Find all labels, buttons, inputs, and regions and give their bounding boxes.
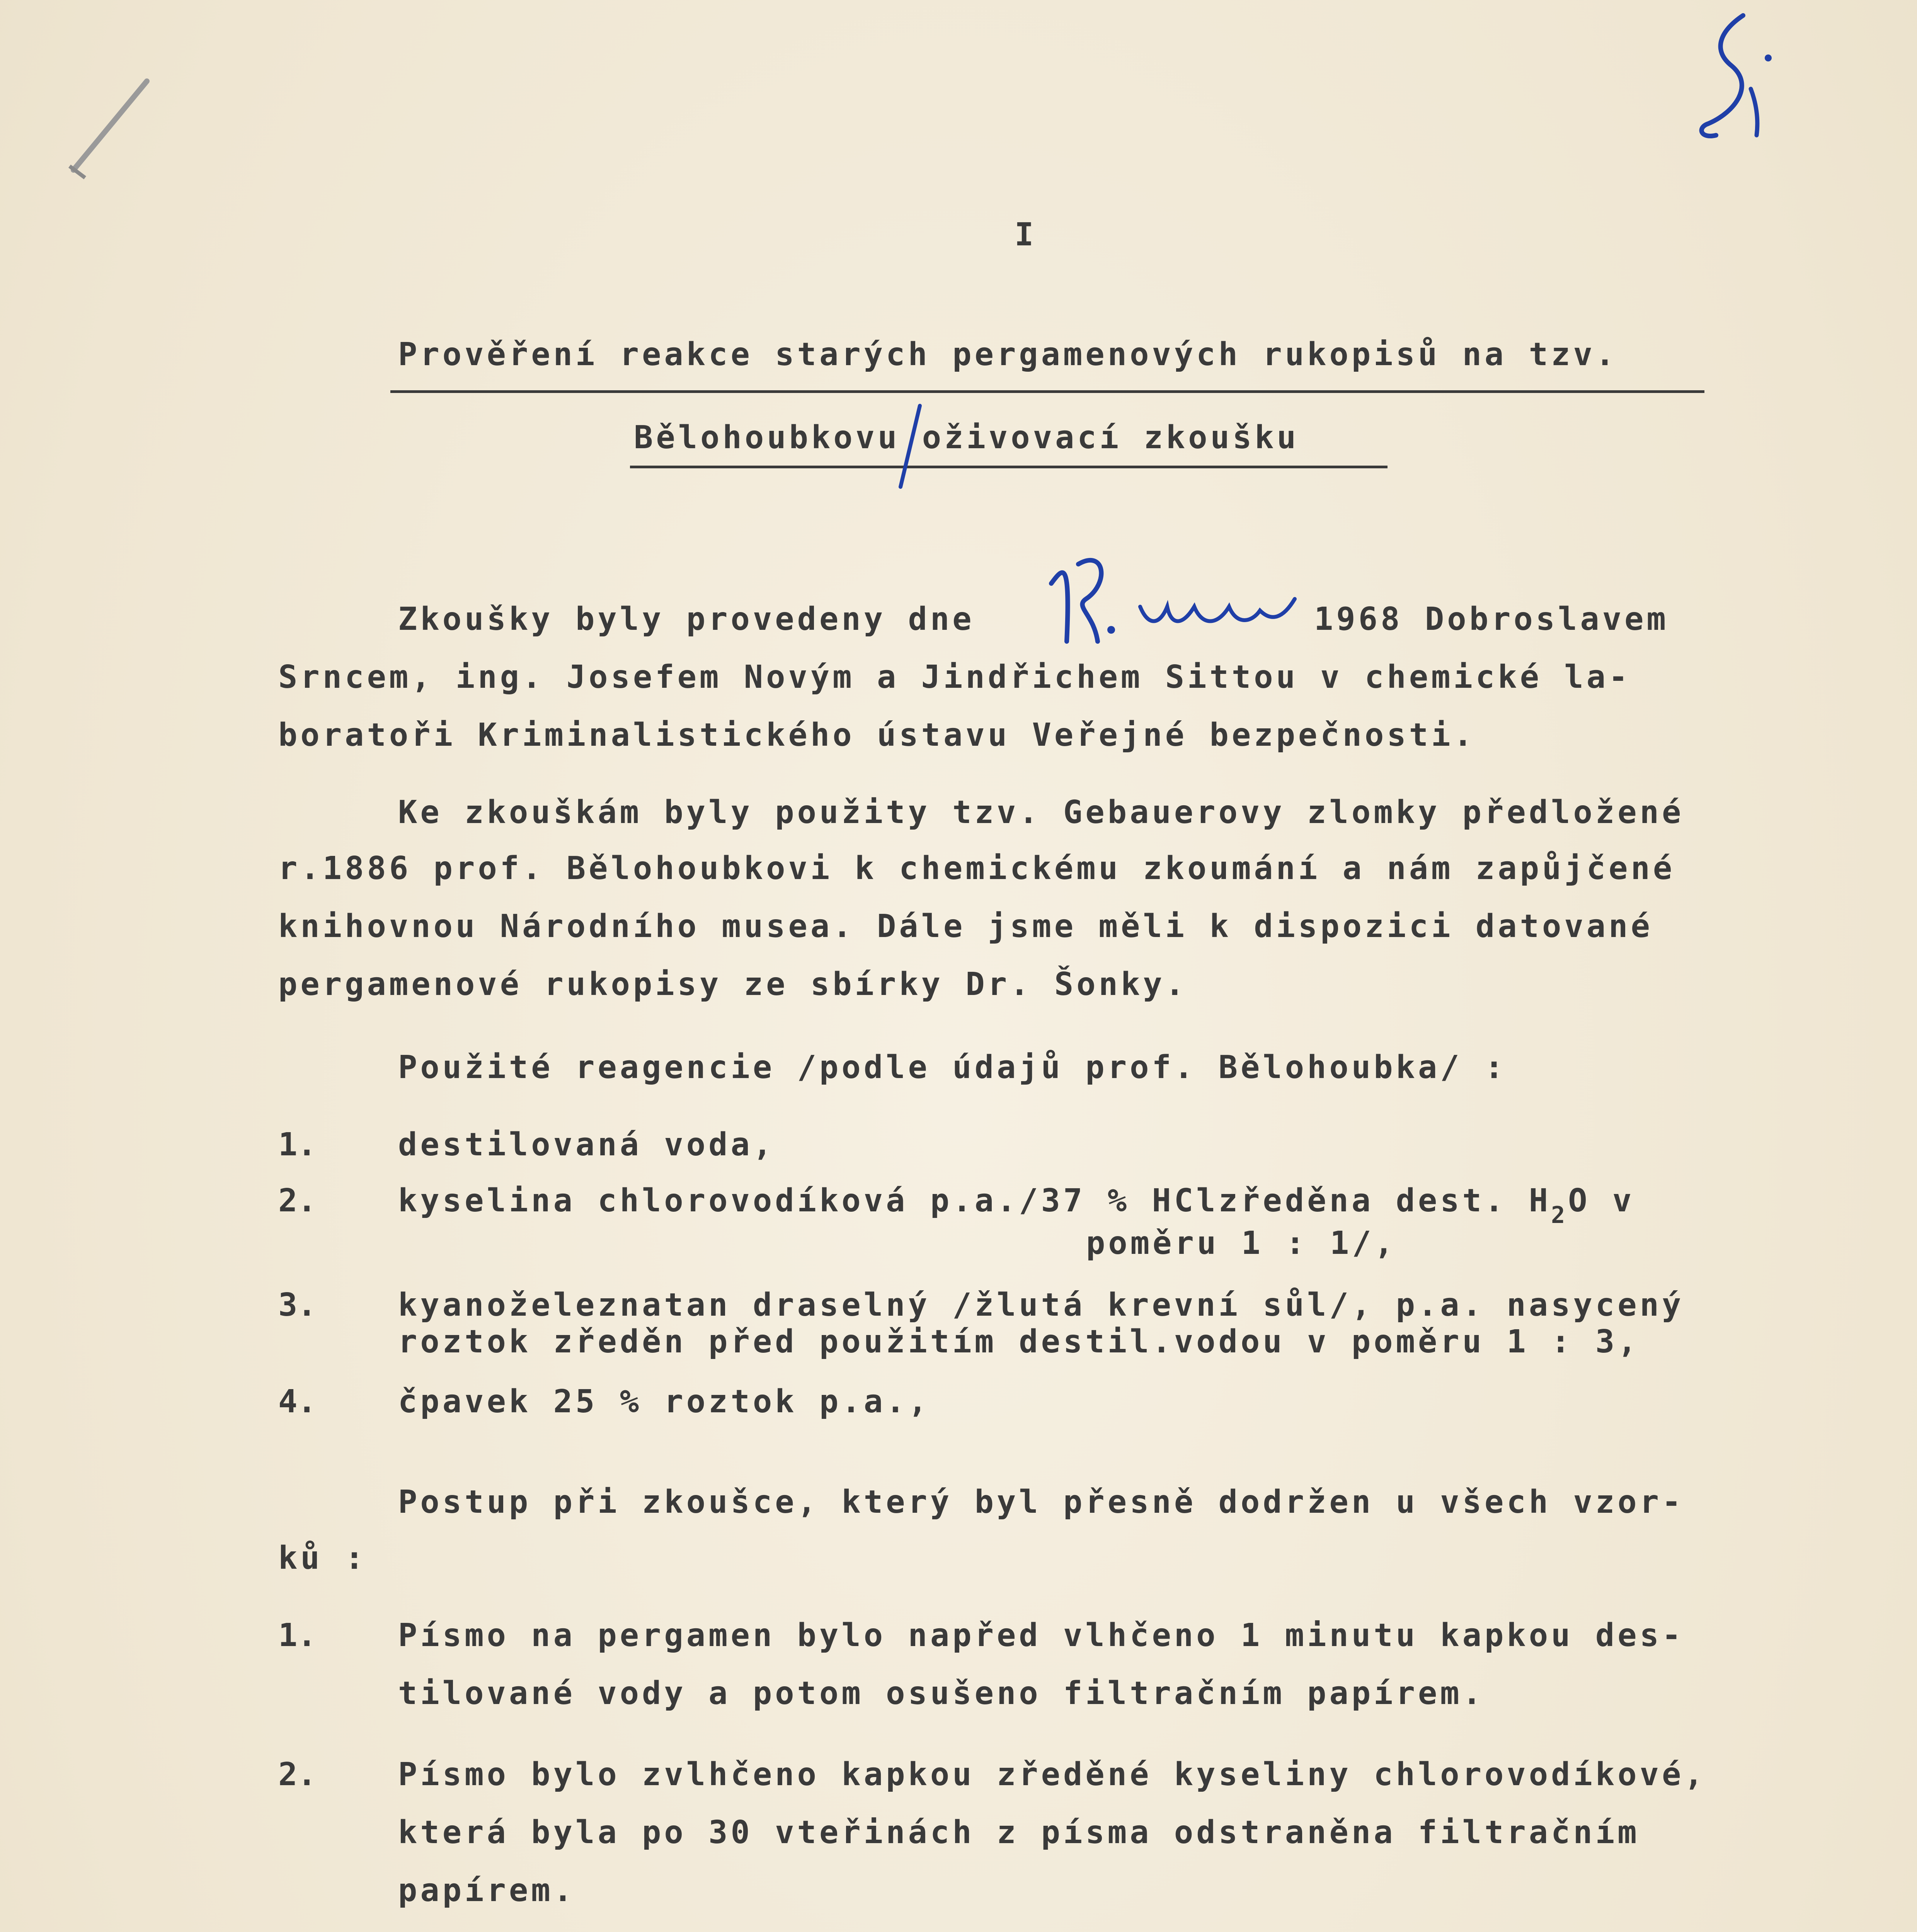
para2-line1: Ke zkouškám byly použity tzv. Gebauerovy zlomky předložené [398, 794, 1684, 831]
procedure-intro-line2: ků : [278, 1540, 367, 1577]
para1-line3: boratoři Kriminalistického ústavu Veřejné bezpečnosti. [278, 717, 1476, 753]
step-2-line2: která byla po 30 vteřinách z písma odstraněna filtračním [398, 1814, 1640, 1851]
title-underline-1 [390, 390, 1704, 393]
reagent-1-number: 1. [278, 1126, 317, 1163]
handwritten-date [1028, 533, 1306, 657]
step-2-line1: Písmo bylo zvlhčeno kapkou zředěné kyseliny chlorovodíkové, [398, 1756, 1706, 1793]
title-correction-stroke [885, 402, 931, 495]
reagent-3-number: 3. [278, 1287, 317, 1323]
procedure-intro-line1: Postup při zkoušce, který byl přesně dodržen u všech vzor- [398, 1484, 1684, 1520]
reagent-3-line1: kyanoželeznatan draselný /žlutá krevní sůl/, p.a. nasycený [398, 1287, 1684, 1323]
reagent-1-text: destilovaná voda, [398, 1126, 775, 1163]
para2-line2: r.1886 prof. Bělohoubkovi k chemickému zkoumání a nám zapůjčené [278, 850, 1675, 887]
title-underline-2 [630, 466, 1388, 468]
title-line-2: Bělohoubkovu oživovací zkoušku [634, 419, 1299, 456]
reagents-heading: Použité reagencie /podle údajů prof. Bělohoubka/ : [398, 1049, 1507, 1086]
step-1-line1: Písmo na pergamen bylo napřed vlhčeno 1 minutu kapkou des- [398, 1617, 1684, 1654]
handwritten-initials [1674, 8, 1789, 155]
step-1-line2: tilované vody a potom osušeno filtračním papírem. [398, 1675, 1485, 1712]
para2-line4: pergamenové rukopisy ze sbírky Dr. Šonky. [278, 966, 1188, 1003]
para2-line3: knihovnou Národního musea. Dále jsme měli k dispozici datované [278, 908, 1653, 945]
para1-line1-end: 1968 Dobroslavem [1314, 601, 1669, 638]
step-1-number: 1. [278, 1617, 317, 1654]
para1-line1-start: Zkoušky byly provedeny dne [398, 601, 975, 638]
reagent-2-text-cont: poměru 1 : 1/, [1086, 1225, 1397, 1262]
step-2-line3: papírem. [398, 1872, 575, 1909]
para1-line2: Srncem, ing. Josefem Novým a Jindřichem Sittou v chemické la- [278, 659, 1631, 696]
section-number: I [1015, 216, 1037, 253]
reagent-4-text: čpavek 25 % roztok p.a., [398, 1383, 930, 1420]
reagent-3-line2: roztok zředěn před použitím destil.vodou v poměru 1 : 3, [398, 1323, 1640, 1360]
staple-mark [58, 70, 158, 185]
reagent-4-number: 4. [278, 1383, 317, 1420]
reagent-2-number: 2. [278, 1182, 317, 1219]
step-2-number: 2. [278, 1756, 317, 1793]
reagent-2-text: kyselina chlorovodíková p.a./37 % HClzředěna dest. $H_2O$ v [398, 1182, 1635, 1229]
title-line-1: Prověření reakce starých pergamenových rukopisů na tzv. [398, 336, 1618, 373]
